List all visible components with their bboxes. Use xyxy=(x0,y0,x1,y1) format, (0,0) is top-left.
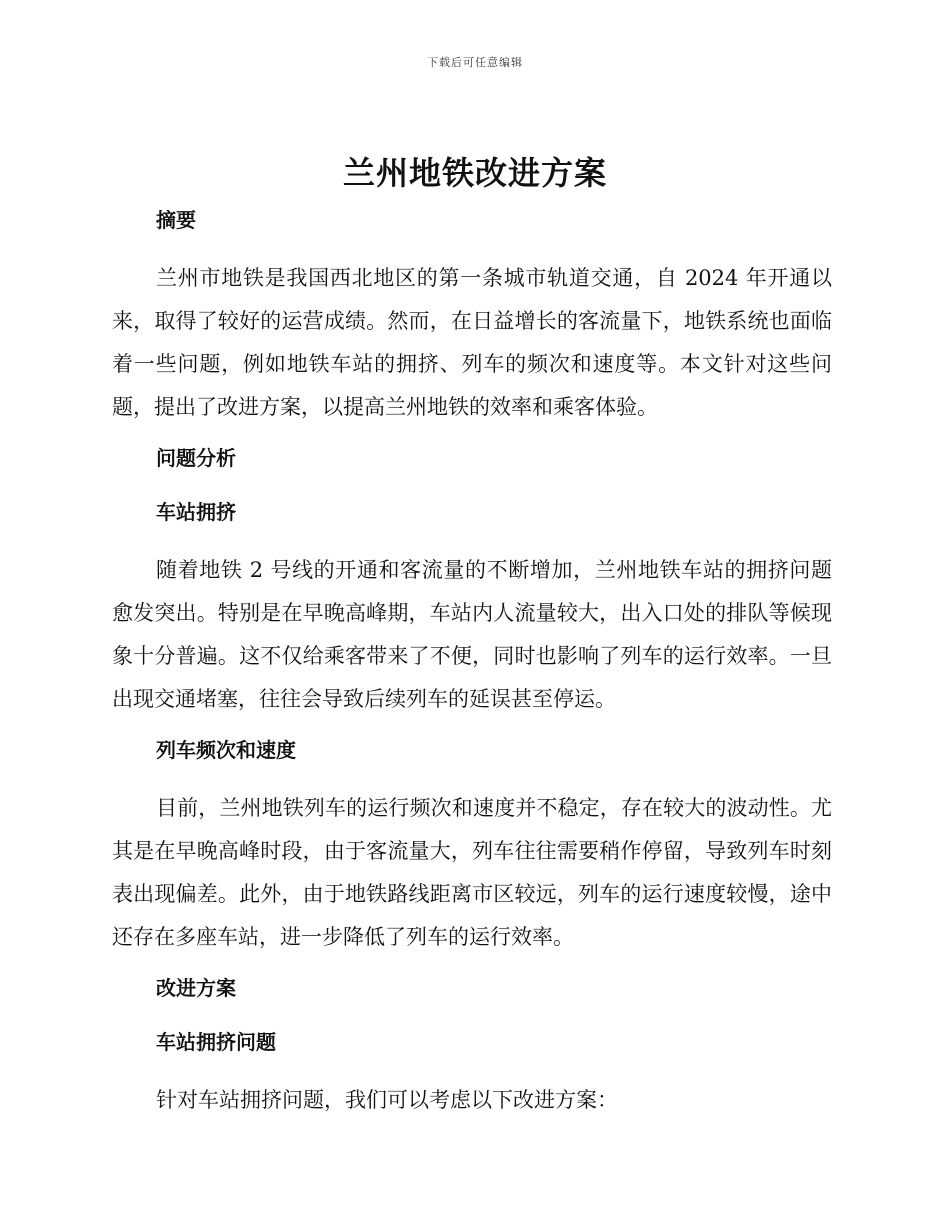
paragraph-train-frequency-speed: 目前，兰州地铁列车的运行频次和速度并不稳定，存在较大的波动性。尤其是在早晚高峰时段，由于客流量大，列车往往需要稍作停留，导致列车时刻表出现偏差。此外，由于地铁路线距离市区较远，列车的运行速度较慢，途中还存在多座车站，进一步降低了列车的运行效率。 xyxy=(112,796,832,949)
heading-station-crowding-issue: 车站拥挤问题 xyxy=(156,1030,276,1054)
document-title: 兰州地铁改进方案 xyxy=(342,154,607,192)
header-note: 下载后可任意编辑 xyxy=(427,56,523,69)
document-body xyxy=(112,203,832,1134)
paragraph-station-crowding: 随着地铁 2 号线的开通和客流量的不断增加，兰州地铁车站的拥挤问题愈发突出。特别是在早晚高峰期，车站内人流量较大，出入口处的排队等候现象十分普遍。这不仅给乘客带来了不便，同时也影响了列车的运行效率。一旦出现交通堵塞，往往会导致后续列车的延误甚至停运。 xyxy=(112,558,832,711)
heading-abstract: 摘要 xyxy=(156,208,196,232)
heading-problem-analysis: 问题分析 xyxy=(156,446,236,470)
heading-station-crowding: 车站拥挤 xyxy=(156,500,236,524)
paragraph-abstract: 兰州市地铁是我国西北地区的第一条城市轨道交通，自 2024 年开通以来，取得了较好的运营成绩。然而，在日益增长的客流量下，地铁系统也面临着一些问题，例如地铁车站的拥挤、列车的频次和速度等。本文针对这些问题，提出了改进方案，以提高兰州地铁的效率和乘客体验。 xyxy=(112,266,832,419)
heading-improvement-plan: 改进方案 xyxy=(156,976,236,1000)
heading-train-frequency-speed: 列车频次和速度 xyxy=(156,738,296,762)
paragraph-crowding-solution-intro: 针对车站拥挤问题，我们可以考虑以下改进方案： xyxy=(156,1088,618,1112)
